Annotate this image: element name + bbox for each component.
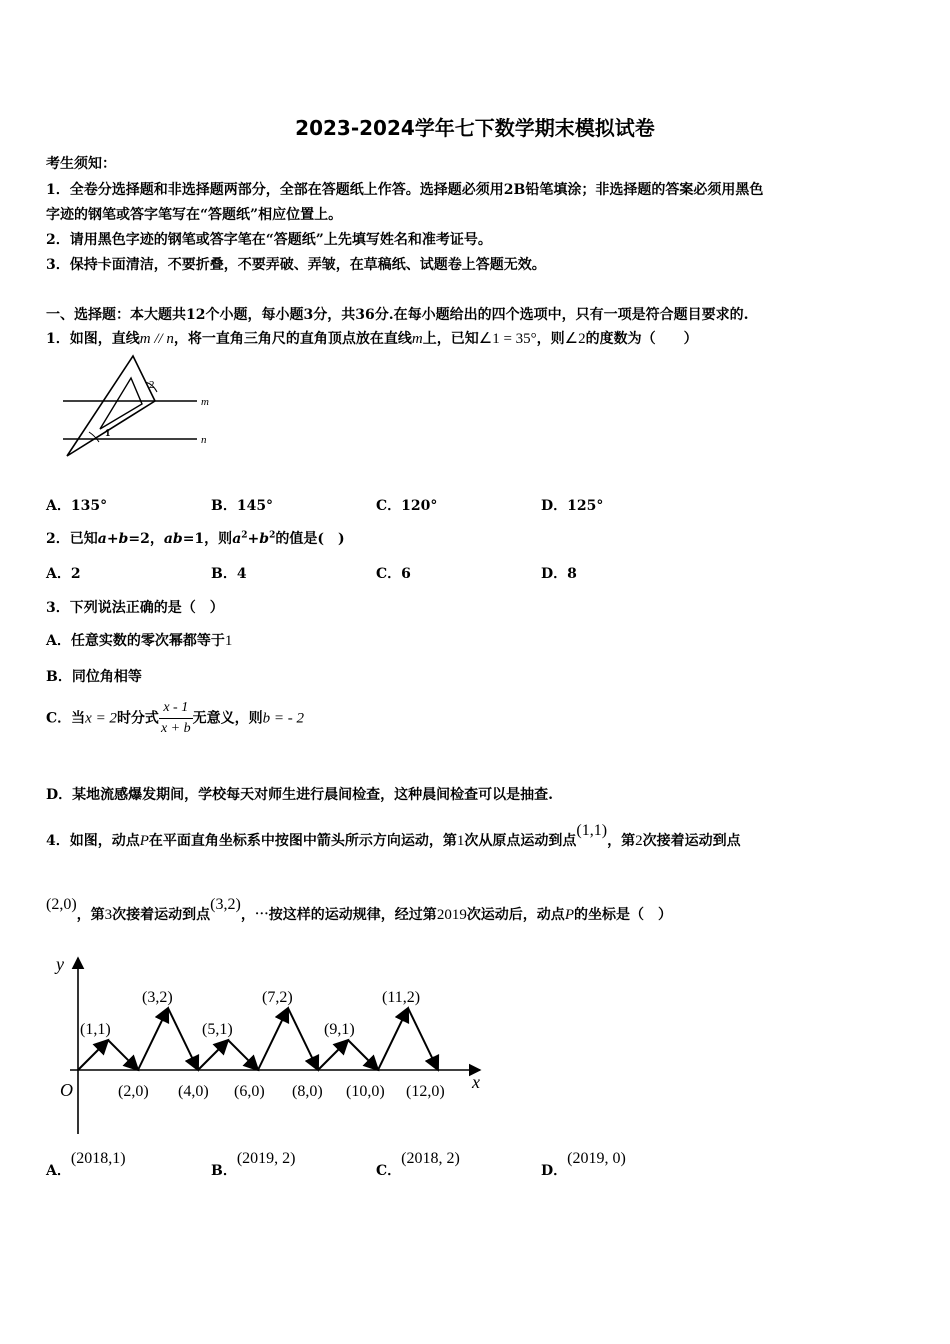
q1-text-5: 的度数为（ ）: [585, 331, 698, 347]
q3-fraction: [159, 700, 193, 737]
q4-coordinate-figure: [40, 948, 500, 1138]
q2-cond-2: ab: [163, 531, 183, 547]
q4-option-b[interactable]: [211, 1150, 296, 1180]
q4-text-2: 在平面直角坐标系中按图中箭头所示方向运动，第: [148, 833, 457, 849]
q1-angle-2: ∠2: [564, 331, 586, 347]
q3-option-c-text-2: 时分式: [116, 710, 159, 727]
q4-option-a-letter: A．: [46, 1163, 71, 1179]
q4-option-c-letter: C．: [376, 1163, 402, 1179]
notice-line-4: 3．保持卡面清洁，不要折叠，不要弄破、弄皱，在草稿纸、试题卷上答题无效。: [46, 257, 546, 273]
q4-point-2: (2,0): [46, 896, 77, 913]
q4-top-label-6: (11,2): [382, 989, 421, 1006]
q2-sup-2: 2: [269, 530, 276, 541]
q1-option-a[interactable]: A．135°: [46, 498, 108, 514]
q4-text-4: ，第: [607, 833, 636, 849]
q4-bottom-label-5: (10,0): [346, 1083, 385, 1100]
q3-option-a-text: A．任意实数的零次幂都等于: [46, 633, 225, 649]
q1-label-m: m: [201, 396, 209, 408]
q2-a: a: [232, 531, 242, 547]
q2-b: b: [259, 531, 270, 547]
page-title: 2023-2024学年七下数学期末模拟试卷: [295, 116, 655, 140]
section-heading: 一、选择题：本大题共12个小题，每小题3分，共36分.在每小题给出的四个选项中，只有一项是符合题目要求的.: [46, 307, 749, 323]
q3-option-a[interactable]: [46, 630, 232, 650]
q4-n3: 3: [104, 907, 113, 923]
q2-option-d[interactable]: D．8: [541, 566, 577, 582]
q1-text-1: 1．如图，直线: [46, 331, 140, 347]
q2-text-4: 的值是( ): [275, 531, 345, 547]
notice-heading: 考生须知：: [46, 156, 116, 172]
q4-text-5: 次接着运动到点: [642, 833, 741, 849]
q2-plus: +: [247, 531, 260, 547]
q4-P: P: [139, 833, 149, 849]
q4-point-3: (3,2): [210, 896, 241, 913]
q4-top-label-5: (9,1): [324, 1021, 355, 1038]
q4-option-d[interactable]: [541, 1150, 626, 1180]
q3-option-d[interactable]: D．某地流感爆发期间，学校每天对师生进行晨间检查，这种晨间检查可以是抽查.: [46, 787, 554, 803]
q1-text-3: 上，已知: [422, 331, 479, 347]
q3-fraction-denominator: x + b: [160, 721, 191, 736]
question-4-stem-line-1: [46, 822, 741, 850]
q4-option-c-value: (2018, 2): [401, 1150, 460, 1167]
q4-n2: 2: [635, 833, 643, 849]
q4-text-7: 次接着运动到点: [112, 907, 211, 923]
q1-label-2: 2: [149, 379, 155, 391]
question-4-stem-line-2: [46, 896, 672, 924]
q4-text-8: ，⋯按这样的运动规律，经过第: [240, 907, 437, 923]
q4-top-label-1: (1,1): [80, 1021, 111, 1038]
q4-bottom-label-3: (6,0): [234, 1083, 265, 1100]
q4-option-b-letter: B．: [211, 1163, 237, 1179]
q2-text-2: =2，: [128, 531, 164, 547]
q4-option-a-value: (2018,1): [70, 1150, 126, 1167]
q4-P-2: P: [564, 907, 574, 923]
q1-text-2: ，将一直角三角尺的直角顶点放在直线: [173, 331, 412, 347]
q1-triangle-figure: [55, 352, 220, 462]
question-2-stem: [46, 528, 345, 548]
q1-angle-1: ∠1 = 35°: [478, 331, 537, 347]
q4-text-10: 的坐标是（ ）: [573, 907, 672, 923]
q4-option-c[interactable]: [376, 1150, 460, 1180]
notice-line-3: 2．请用黑色字迹的钢笔或答字笔在“答题纸”上先填写姓名和准考证号。: [46, 232, 492, 248]
q1-m: m: [411, 331, 423, 347]
q4-origin-label: O: [60, 1080, 73, 1100]
q1-option-b[interactable]: B．145°: [211, 498, 274, 514]
q1-option-c[interactable]: C．120°: [376, 498, 438, 514]
q2-text-1: 2．已知: [46, 531, 98, 547]
q4-y-axis-label: y: [56, 954, 64, 974]
q4-bottom-label-2: (4,0): [178, 1083, 209, 1100]
q3-fraction-numerator: x - 1: [159, 700, 193, 719]
q4-text-1: 4．如图，动点: [46, 833, 140, 849]
q4-text-6: ，第: [76, 907, 105, 923]
q2-sup-1: 2: [241, 530, 248, 541]
q4-point-1: (1,1): [576, 822, 608, 839]
q2-option-a[interactable]: A．2: [46, 566, 81, 582]
q4-option-d-letter: D．: [541, 1163, 568, 1179]
question-1-stem: [46, 328, 698, 348]
q4-option-d-value: (2019, 0): [567, 1150, 626, 1167]
q1-text-4: ，则: [536, 331, 565, 347]
q4-text-3: 次从原点运动到点: [464, 833, 577, 849]
q3-option-c-text-1: C．当: [46, 710, 86, 727]
q4-bottom-label-1: (2,0): [118, 1083, 149, 1100]
q4-bottom-label-4: (8,0): [292, 1083, 323, 1100]
notice-line-1: 1．全卷分选择题和非选择题两部分，全部在答题纸上作答。选择题必须用2B铅笔填涂；非选择题的答案必须用黑色: [46, 182, 764, 198]
q4-top-label-4: (7,2): [262, 989, 293, 1006]
q3-option-c-result: b = - 2: [262, 710, 304, 727]
q1-m-parallel-n: m // n: [139, 331, 174, 347]
q3-option-c-text-3: 无意义，则: [192, 710, 263, 727]
q3-option-c[interactable]: [46, 700, 304, 737]
q1-option-d[interactable]: D．125°: [541, 498, 604, 514]
q4-top-label-3: (5,1): [202, 1021, 233, 1038]
q4-n2019: 2019: [436, 907, 467, 923]
q4-x-axis-label: x: [472, 1072, 480, 1092]
notice-line-2: 字迹的钢笔或答字笔写在“答题纸”相应位置上。: [46, 207, 343, 223]
q3-option-b[interactable]: B．同位角相等: [46, 669, 142, 685]
q2-text-3: =1，则: [182, 531, 233, 547]
q4-text-9: 次运动后，动点: [466, 907, 565, 923]
q4-option-b-value: (2019, 2): [236, 1150, 296, 1167]
q2-cond-1: a+b: [97, 531, 129, 547]
q2-option-c[interactable]: C．6: [376, 566, 411, 582]
q4-option-a[interactable]: [46, 1150, 126, 1180]
question-3-stem: 3．下列说法正确的是（ ）: [46, 600, 224, 616]
q3-option-c-cond: x = 2: [85, 710, 117, 727]
q4-top-label-2: (3,2): [142, 989, 173, 1006]
q3-option-a-value: 1: [224, 633, 233, 649]
q2-option-b[interactable]: B．4: [211, 566, 247, 582]
q1-label-n: n: [201, 434, 207, 446]
q4-bottom-label-6: (12,0): [406, 1083, 445, 1100]
q4-n1: 1: [456, 833, 465, 849]
q1-label-1: 1: [105, 427, 111, 439]
